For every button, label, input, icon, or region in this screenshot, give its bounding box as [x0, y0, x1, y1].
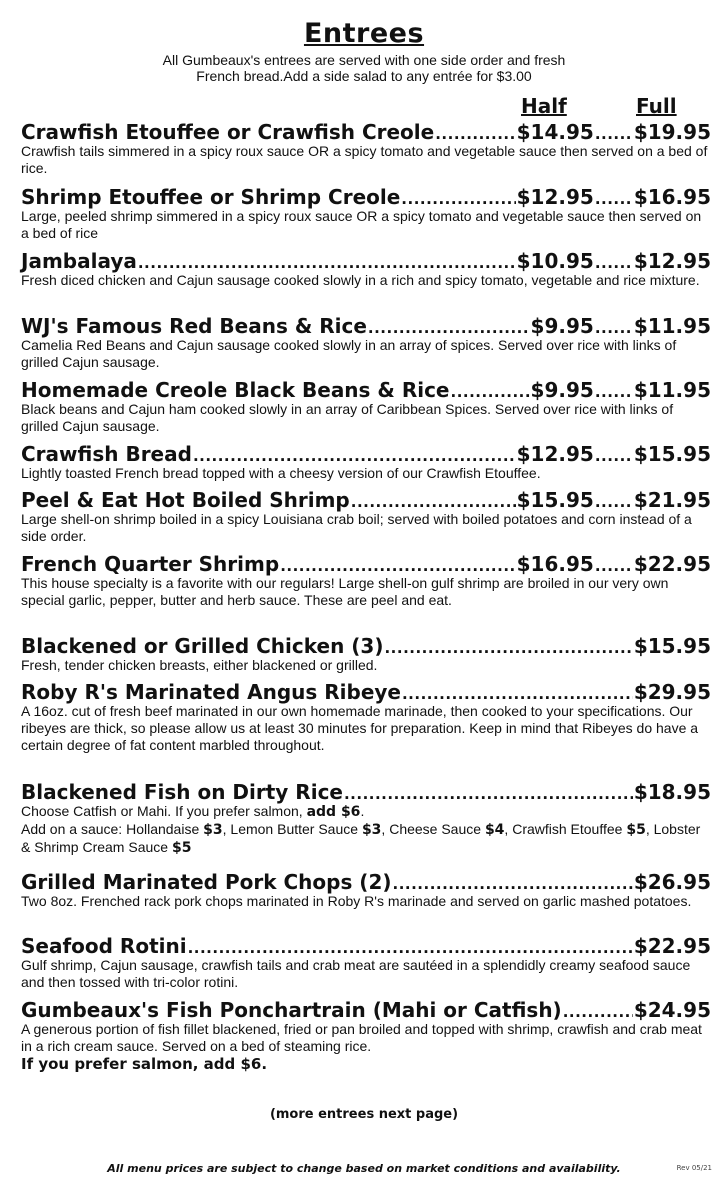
leader-dots: [402, 681, 633, 707]
menu-item-black-beans: [21, 377, 711, 435]
price-full: $22.95: [633, 552, 711, 576]
price-half: $9.95: [530, 314, 594, 338]
leader-dots: [595, 489, 633, 515]
item-description: Large shell-on shrimp boiled in a spicy Louisiana crab boil; served with boiled potatoes and corn instead of a side order.: [21, 511, 692, 544]
leader-dots: [595, 250, 633, 276]
price: $22.95: [633, 934, 711, 958]
menu-item-blackened-fish: [21, 779, 711, 857]
leader-dots: [393, 871, 633, 897]
price-full: $11.95: [633, 378, 711, 402]
leader-dots: [401, 186, 515, 212]
item-name: WJ's Famous Red Beans & Rice: [21, 314, 367, 338]
item-description: Large, peeled shrimp simmered in a spicy roux sauce OR a spicy tomato and vegetable sauce then served on a bed of rice: [21, 208, 702, 241]
item-description: Fresh diced chicken and Cajun sausage cooked slowly in a rich and spicy tomato, vegetable and rice mixture.: [21, 272, 700, 288]
price-full: $11.95: [633, 314, 711, 338]
page-title: Entrees: [303, 18, 425, 49]
menu-item-boiled-shrimp: [21, 487, 711, 545]
menu-item-jambalaya: [21, 248, 711, 289]
menu-item-crawfish-bread: [21, 441, 711, 482]
column-header-half: Half: [521, 94, 567, 118]
leader-dots: [451, 379, 530, 405]
price-full: $16.95: [633, 185, 711, 209]
price-half: $12.95: [516, 185, 594, 209]
price-disclaimer: All menu prices are subject to change based on market conditions and availability.: [107, 1162, 621, 1175]
price-full: $12.95: [633, 249, 711, 273]
price-full: $21.95: [633, 488, 711, 512]
column-header-full: Full: [636, 94, 677, 118]
menu-item-shrimp-etouffee: [21, 184, 711, 242]
item-description: Black beans and Cajun ham cooked slowly in an array of Caribbean Spices. Served over rice with links of grilled Cajun sausage.: [21, 401, 674, 434]
leader-dots: [595, 443, 633, 469]
more-entrees-note: (more entrees next page): [269, 1107, 459, 1122]
item-name: French Quarter Shrimp: [21, 552, 280, 576]
leader-dots: [435, 121, 515, 147]
item-description: Lightly toasted French bread topped with a cheesy version of our Crawfish Etouffee.: [21, 465, 541, 481]
price-half: $12.95: [516, 442, 594, 466]
sauce-options: Add on a sauce: Hollandaise $3, Lemon Butter Sauce $3, Cheese Sauce $4, Crawfish Etouffee $5, Lobster & Shrimp Cream Sauce $5: [21, 821, 701, 856]
price: $29.95: [633, 680, 711, 704]
leader-dots: [193, 443, 516, 469]
menu-item-chicken: [21, 633, 711, 674]
revision-label: Rev 05/21: [676, 1164, 712, 1172]
item-name: Crawfish Etouffee or Crawfish Creole: [21, 120, 435, 144]
menu-item-fish-ponchartrain: [21, 997, 711, 1074]
price-half: $16.95: [516, 552, 594, 576]
price-full: $19.95: [633, 120, 711, 144]
leader-dots: [595, 315, 633, 341]
price: $15.95: [633, 634, 711, 658]
item-name: Blackened or Grilled Chicken (3): [21, 634, 384, 658]
item-name: Roby R's Marinated Angus Ribeye: [21, 680, 401, 704]
leader-dots: [351, 489, 516, 515]
item-description: Two 8oz. Frenched rack pork chops marinated in Roby R's marinade and served on garlic mashed potatoes.: [21, 893, 692, 909]
leader-dots: [595, 186, 633, 212]
item-description: Choose Catfish or Mahi. If you prefer salmon, add $6.: [21, 803, 365, 820]
leader-dots: [595, 379, 633, 405]
price: $24.95: [633, 998, 711, 1022]
intro-line-1: All Gumbeaux's entrees are served with one side order and fresh: [162, 52, 566, 68]
intro-text: [80, 52, 648, 84]
leader-dots: [280, 553, 515, 579]
price-full: $15.95: [633, 442, 711, 466]
leader-dots: [384, 635, 632, 661]
leader-dots: [138, 250, 516, 276]
item-name: Jambalaya: [21, 249, 137, 273]
menu-item-red-beans: [21, 313, 711, 371]
price-half: $10.95: [516, 249, 594, 273]
price: $26.95: [633, 870, 711, 894]
item-name: Shrimp Etouffee or Shrimp Creole: [21, 185, 401, 209]
item-name: Grilled Marinated Pork Chops (2): [21, 870, 392, 894]
salmon-note: If you prefer salmon, add $6.: [21, 1055, 268, 1073]
item-name: Peel & Eat Hot Boiled Shrimp: [21, 488, 350, 512]
leader-dots: [344, 781, 633, 807]
price: $18.95: [633, 780, 711, 804]
intro-line-2: French bread.Add a side salad to any entrée for $3.00: [196, 68, 532, 84]
item-description: Gulf shrimp, Cajun sausage, crawfish tails and crab meat are sautéed in a splendidly creamy seafood sauce and then tossed with tri-color rotini.: [21, 957, 691, 990]
item-name: Gumbeaux's Fish Ponchartrain (Mahi or Catfish): [21, 998, 562, 1022]
item-description: Crawfish tails simmered in a spicy roux sauce OR a spicy tomato and vegetable sauce then served on a bed of rice.: [21, 143, 708, 176]
item-description: Camelia Red Beans and Cajun sausage cooked slowly in an array of spices. Served over rice with links of grilled Cajun sausage.: [21, 337, 677, 370]
item-description: This house specialty is a favorite with our regulars! Large shell-on gulf shrimp are broiled in our very own special garlic, pepper, butter and herb sauce. These are peel and eat.: [21, 575, 669, 608]
item-name: Crawfish Bread: [21, 442, 192, 466]
menu-item-pork-chops: [21, 869, 711, 910]
leader-dots: [595, 121, 633, 147]
leader-dots: [368, 315, 530, 341]
leader-dots: [595, 553, 633, 579]
item-description: A generous portion of fish fillet blackened, fried or pan broiled and topped with shrimp, crawfish and crab meat in a rich cream sauce. Served on a bed of steaming rice.: [21, 1021, 702, 1054]
salmon-upcharge: add $6: [306, 804, 361, 820]
leader-dots: [188, 935, 633, 961]
menu-item-seafood-rotini: [21, 933, 711, 991]
price-half: $9.95: [530, 378, 594, 402]
leader-dots: [563, 999, 633, 1025]
price-half: $14.95: [516, 120, 594, 144]
item-name: Homemade Creole Black Beans & Rice: [21, 378, 450, 402]
item-description: Fresh, tender chicken breasts, either blackened or grilled.: [21, 657, 378, 673]
item-name: Seafood Rotini: [21, 934, 187, 958]
menu-item-crawfish-etouffee: [21, 119, 711, 177]
price-half: $15.95: [516, 488, 594, 512]
item-description: A 16oz. cut of fresh beef marinated in our own homemade marinade, then cooked to your specifications. Our ribeyes are thick, so please allow us at least 30 minutes for preparation. Keep in mind that Ribeyes do have a certain degree of fat content marbled throughout.: [21, 703, 699, 753]
menu-item-ribeye: [21, 679, 711, 754]
item-name: Blackened Fish on Dirty Rice: [21, 780, 343, 804]
menu-item-french-quarter-shrimp: [21, 551, 711, 609]
